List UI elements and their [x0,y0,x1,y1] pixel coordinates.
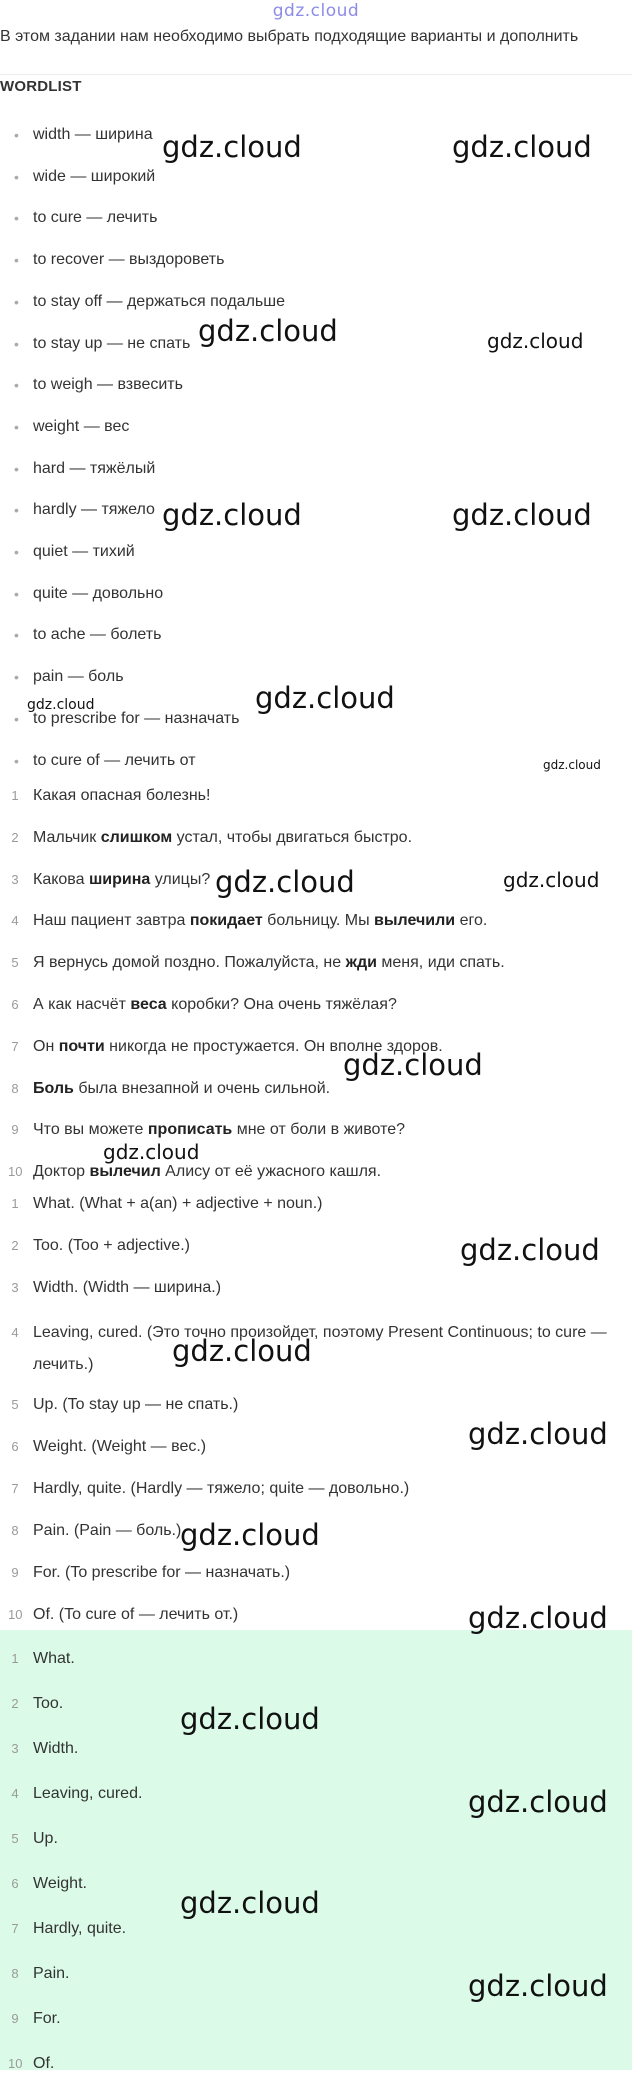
answer-item [0,2051,632,2077]
wordlist-item [0,706,632,732]
wordlist-item-text: to stay off — держаться подальше [33,292,285,310]
bullet-icon: • [14,418,19,435]
text-fragment: меня, иди спать. [376,954,505,972]
answer-text: For. [33,2010,61,2027]
bullet-icon: • [14,752,19,769]
item-number: 10 [8,1607,23,1622]
answer-text: Up. [33,1830,58,1847]
watermark-logo: gdz.cloud [180,1886,320,1920]
bullet-icon: • [14,293,19,310]
watermark-logo: gdz.cloud [180,1702,320,1736]
item-number: 6 [11,997,19,1012]
translation-item [0,1034,632,1060]
translation-text [33,1159,381,1185]
explanation-item [0,1191,632,1217]
watermark-logo: gdz.cloud [543,758,601,772]
intro-text: В этом задании нам необходимо выбрать подходящие варианты и дополнить [0,28,579,45]
item-number: 9 [11,2011,19,2026]
wordlist-title: WORDLIST [0,78,82,95]
item-number: 4 [11,913,19,929]
item-number: 1 [11,788,19,803]
translation-item [0,908,632,934]
wordlist-item-text: quiet — тихий [33,543,135,560]
item-number: 1 [11,1196,19,1211]
item-number: 1 [11,1651,19,1666]
wordlist-item-text: hardly — тяжело [33,501,155,519]
item-number: 3 [11,1741,19,1756]
explanation-item [0,1476,632,1502]
item-number: 4 [11,1786,19,1801]
explanation-text: Width. (Width — ширина.) [33,1279,222,1296]
text-fragment: Я вернусь домой поздно. Пожалуйста, не [33,954,346,972]
translation-text [33,992,397,1018]
highlighted-word: прописать [147,1121,233,1139]
translation-text [33,783,210,809]
wordlist-item-text: hard — тяжёлый [33,459,156,477]
wordlist-item-text: to stay up — не спать [33,334,191,352]
wordlist-item-text: to recover — выздороветь [33,251,225,269]
item-number: 5 [11,1397,19,1412]
answer-item [0,1691,632,1717]
watermark-logo: gdz.cloud [162,130,302,164]
watermark-logo: gdz.cloud [460,1233,600,1267]
translation-text [33,867,210,893]
wordlist-item-text: to weigh — взвесить [33,376,183,394]
answer-text: What. [33,1650,75,1667]
highlighted-word: покидает [189,912,263,930]
answer-text: Of. [33,2055,55,2072]
explanation-text: Up. (To stay up — не спать.) [33,1396,239,1413]
item-number: 8 [11,1523,19,1538]
item-number: 9 [11,1565,19,1580]
text-fragment: Наш пациент завтра [33,912,190,930]
wordlist-item [0,164,632,190]
wordlist-item-text: quite — довольно [33,584,164,602]
explanation-text: Weight. (Weight — вес.) [33,1438,207,1455]
explanation-text: For. (To prescribe for — назначать.) [33,1564,291,1581]
bullet-icon: • [14,585,19,602]
answer-item [0,1871,632,1897]
highlighted-word: почти [58,1037,105,1055]
text-fragment: Доктор [33,1163,90,1181]
wordlist-item [0,414,632,440]
watermark-logo: gdz.cloud [452,498,592,532]
translation-text [33,1034,443,1060]
explanation-text: Too. (Too + adjective.) [33,1237,190,1254]
text-fragment: никогда не простужается. Он вполне здоров. [104,1037,443,1055]
explanation-text: Leaving, cured. (Это точно произойдет, поэтому Present Continuous; to cure — лечить.) [33,1324,607,1373]
text-fragment: Мальчик [33,828,101,846]
translation-item [0,1076,632,1102]
answer-item [0,1916,632,1942]
wordlist-item [0,331,632,357]
highlighted-word: Боль [33,1079,74,1097]
watermark-logo: gdz.cloud [468,1969,608,2003]
item-number: 3 [11,871,19,887]
watermark-logo: gdz.cloud [343,1048,483,1082]
watermark-logo: gdz.cloud [172,1334,312,1368]
bullet-icon: • [14,544,19,560]
item-number: 8 [11,1080,19,1096]
watermark-logo: gdz.cloud [468,1601,608,1635]
translation-item [0,992,632,1018]
wordlist-item-text: to prescribe for — назначать [33,709,240,727]
watermark-logo: gdz.cloud [215,865,355,899]
wordlist-item [0,289,632,315]
translation-item [0,1159,632,1185]
watermark-logo: gdz.cloud [103,1140,200,1164]
text-fragment: А как насчёт [33,996,131,1013]
translation-text [33,1117,405,1143]
watermark-logo: gdz.cloud [487,329,584,353]
explanation-text: Pain. (Pain — боль.) [33,1522,182,1539]
highlighted-word: слишком [100,828,173,846]
site-logo[interactable]: gdz.cloud [272,1,360,21]
translation-item [0,825,632,851]
wordlist-item [0,372,632,398]
wordlist-item [0,539,632,565]
item-number: 6 [11,1876,19,1891]
answer-text: Pain. [33,1965,70,1982]
text-fragment: Какая опасная болезнь! [33,787,211,804]
item-number: 7 [11,1038,19,1054]
text-fragment: мне от боли в животе? [232,1121,406,1139]
wordlist-item-text: to cure of — лечить от [33,751,196,769]
translation-text [33,1076,330,1102]
translation-item [0,867,632,893]
translation-item [0,783,632,809]
watermark-logo: gdz.cloud [198,314,338,348]
text-fragment: устал, чтобы двигаться быстро. [172,828,413,846]
highlighted-word: веса [130,996,167,1013]
bullet-icon: • [14,168,19,185]
item-number: 10 [8,2056,23,2071]
translation-text [33,825,412,851]
translation-item [0,950,632,976]
watermark-logo: gdz.cloud [255,681,395,715]
watermark-logo: gdz.cloud [180,1518,320,1552]
wordlist-item [0,247,632,273]
watermark-logo: gdz.cloud [468,1417,608,1451]
item-number: 7 [11,1921,19,1936]
item-number: 10 [8,1164,23,1180]
wordlist-item [0,497,632,523]
explanation-text: What. (What + a(an) + adjective + noun.) [33,1195,323,1212]
wordlist-item [0,581,632,607]
text-fragment: Какова [33,870,89,888]
bullet-icon: • [14,210,19,227]
item-number: 8 [11,1966,19,1981]
intro-cut-off-text [115,66,135,70]
wordlist-item-text: wide — широкий [33,167,156,185]
text-fragment: Что вы можете [33,1121,148,1139]
answer-item [0,1736,632,1762]
answer-text: Leaving, cured. [33,1785,143,1802]
wordlist-item-text: weight — вес [33,417,130,435]
item-number: 6 [11,1439,19,1454]
wordlist-item-text: to ache — болеть [33,626,162,644]
answers-panel [0,1630,632,2070]
wordlist-item-text: to cure — лечить [33,209,158,227]
wordlist-item-text: width — ширина [33,126,153,143]
text-fragment: больницу. Мы [262,912,375,930]
wordlist-item [0,664,632,690]
translation-item [0,1117,632,1143]
wordlist-item [0,622,632,648]
answer-item [0,1646,632,1672]
explanation-item [0,1560,632,1586]
highlighted-word: вылечил [89,1163,161,1181]
explanation-item [0,1275,632,1301]
answer-text: Hardly, quite. [33,1920,127,1937]
explanation-text: Hardly, quite. (Hardly — тяжело; quite — довольно.) [33,1480,410,1497]
watermark-logo: gdz.cloud [27,697,95,713]
answer-item [0,1826,632,1852]
explanation-item [0,1392,632,1418]
wordlist-item [0,456,632,482]
explanation-item [0,1317,632,1375]
watermark-logo: gdz.cloud [468,1785,608,1819]
wordlist-item-text: pain — боль [33,668,124,686]
highlighted-word: вылечили [374,912,456,930]
wordlist-item [0,748,632,774]
bullet-icon: • [14,502,19,519]
bullet-icon: • [14,252,19,269]
explanation-item [0,1233,632,1259]
answer-item [0,2006,632,2032]
highlighted-word: ширина [88,870,151,888]
item-number: 2 [11,1238,19,1253]
watermark-logo: gdz.cloud [503,868,600,892]
translation-text [33,908,487,934]
explanation-item [0,1434,632,1460]
answer-item [0,1961,632,1987]
explanation-text: Of. (To cure of — лечить от.) [33,1606,239,1623]
highlighted-word: жди [345,954,377,972]
bullet-icon: • [14,669,19,686]
bullet-icon: • [14,460,19,477]
answer-item [0,1781,632,1807]
item-number: 7 [11,1481,19,1496]
watermark-logo: gdz.cloud [452,130,592,164]
bullet-icon: • [14,127,19,143]
text-fragment: его. [455,912,488,930]
item-number: 5 [11,1831,19,1846]
bullet-icon: • [14,377,19,394]
answer-text: Too. [33,1695,64,1712]
answer-text: Weight. [33,1875,87,1892]
watermark-logo: gdz.cloud [162,498,302,532]
text-fragment: Он [33,1037,59,1055]
text-fragment: была внезапной и очень сильной. [73,1079,331,1097]
item-number: 4 [11,1325,19,1340]
text-fragment: Алису от её ужасного кашля. [160,1163,382,1181]
divider [0,74,632,75]
bullet-icon: • [14,627,19,644]
item-number: 2 [11,829,19,845]
bullet-icon: • [14,335,19,352]
wordlist-item [0,122,632,148]
text-fragment: коробки? Она очень тяжёлая? [166,996,397,1013]
answer-text: Width. [33,1740,79,1757]
translation-text [33,950,505,976]
item-number: 5 [11,955,19,971]
explanation-item [0,1602,632,1628]
explanation-item [0,1518,632,1544]
item-number: 3 [11,1280,19,1295]
bullet-icon: • [14,710,19,727]
item-number: 9 [11,1122,19,1138]
wordlist-item [0,205,632,231]
item-number: 2 [11,1696,19,1711]
text-fragment: улицы? [150,870,211,888]
